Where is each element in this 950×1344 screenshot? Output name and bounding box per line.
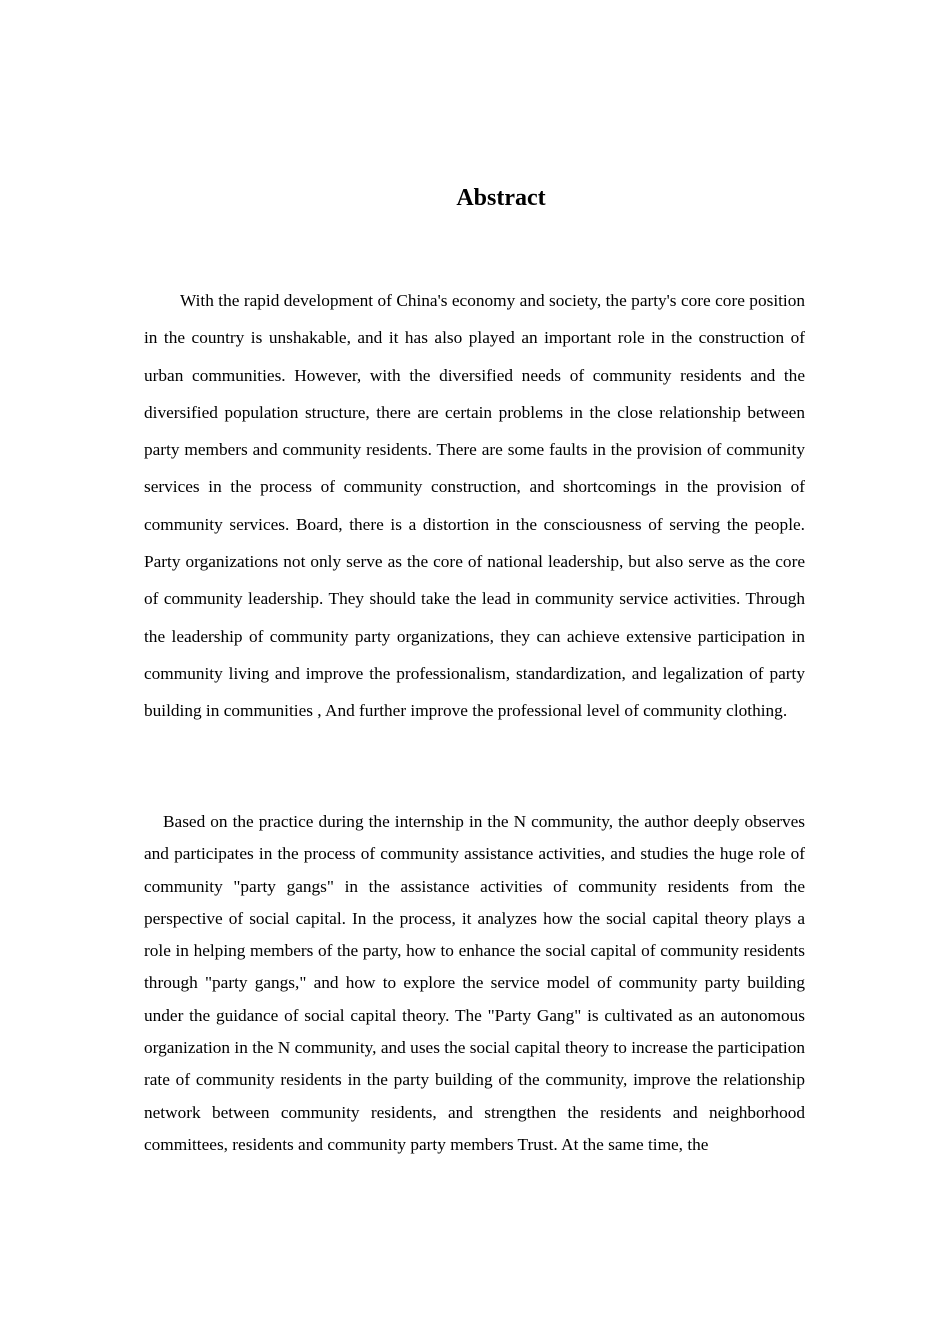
page-title: Abstract [456, 185, 546, 211]
abstract-paragraph-2: Based on the practice during the internship in the N community, the author deeply observes and participates in the process of community assistance activities, and studies the huge role of community "party gangs" in the assistance activities of community residents from the perspective of social capital. In the process, it analyzes how the social capital theory plays a role in helping members of the party, how to enhance the social capital of community residents through "party gangs," and how to explore the service model of community party building under the guidance of social capital theory. The "Party Gang" is cultivated as an autonomous organization in the N community, and uses the social capital theory to increase the participation rate of community residents in the party building of the community, improve the relationship network between community residents, and strengthen the residents and neighborhood committees, residents and community party members Trust. At the same time, the [144, 812, 805, 1154]
abstract-paragraph-1: With the rapid development of China's economy and society, the party's core core position in the country is unshakable, and it has also played an important role in the construction of urban communities. However, with the diversified needs of community residents and the diversified population structure, there are certain problems in the close relationship between party members and community residents. There are some faults in the provision of community services in the process of community construction, and shortcomings in the provision of community services. Board, there is a distortion in the consciousness of serving the people. Party organizations not only serve as the core of national leadership, but also serve as the core of community leadership. They should take the lead in community service activities. Through the leadership of community party organizations, they can achieve extensive participation in community living and improve the professionalism, standardization, and legalization of party building in communities , And further improve the professional level of community clothing. [144, 291, 805, 721]
